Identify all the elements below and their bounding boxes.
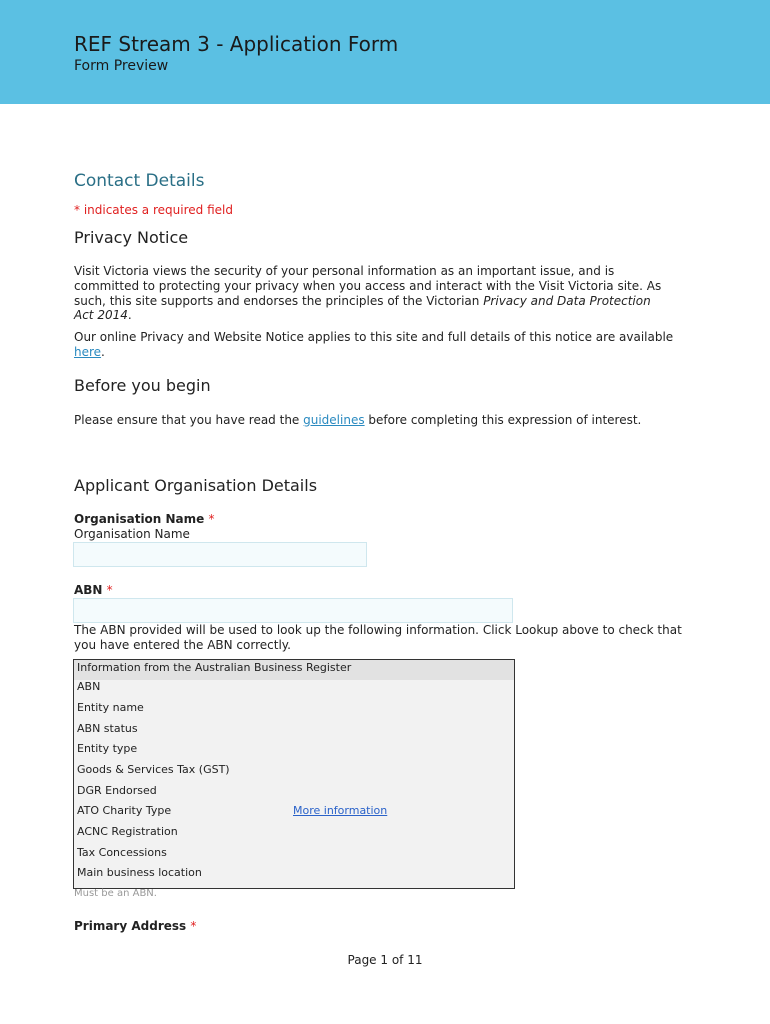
abr-row-acnc: ACNC Registration (77, 825, 178, 838)
act-name: Privacy and Data Protection Act 2014 (74, 293, 651, 323)
abr-row-abn-status: ABN status (77, 722, 138, 735)
before-heading: Before you begin (74, 376, 211, 395)
page-number: Page 1 of 11 (347, 953, 423, 967)
abn-input[interactable] (73, 598, 513, 623)
abr-row-dgr: DGR Endorsed (77, 784, 157, 797)
privacy-here-link[interactable]: here (74, 344, 102, 359)
applicant-heading: Applicant Organisation Details (74, 476, 318, 495)
abr-row-entity-type: Entity type (77, 742, 138, 755)
abn-help-text: The ABN provided will be used to look up the following information. Click Lookup above to check that you have entered the ABN correctly. (74, 623, 682, 652)
organisation-name-label: Organisation Name * (74, 512, 215, 526)
abr-row-entity-name: Entity name (77, 701, 144, 714)
privacy-heading: Privacy Notice (74, 228, 189, 247)
section-title-contact: Contact Details (74, 171, 205, 191)
form-subtitle: Form Preview (74, 58, 169, 74)
organisation-name-sublabel: Organisation Name (74, 527, 190, 541)
required-marker: * (106, 583, 113, 597)
abr-row-business-location: Main business location (77, 866, 202, 879)
organisation-name-input[interactable] (73, 542, 367, 567)
required-marker: * (190, 919, 197, 933)
guidelines-link[interactable]: guidelines (303, 413, 365, 427)
abn-label: ABN * (74, 583, 113, 597)
abr-info-panel (73, 659, 515, 889)
abr-row-tax-concessions: Tax Concessions (77, 846, 167, 859)
required-field-note: * indicates a required field (74, 203, 233, 217)
abr-row-gst: Goods & Services Tax (GST) (77, 763, 230, 776)
more-information-link[interactable]: More information (293, 804, 388, 817)
abr-panel-heading: Information from the Australian Business Register (74, 660, 514, 680)
before-paragraph: Please ensure that you have read the guidelines before completing this expression of interest. (74, 413, 642, 427)
required-marker: * (208, 512, 215, 526)
primary-address-label: Primary Address * (74, 919, 197, 933)
form-title: REF Stream 3 - Application Form (74, 32, 399, 56)
privacy-paragraph-2: Our online Privacy and Website Notice applies to this site and full details of this notice are available here. (74, 330, 674, 359)
abr-row-charity-type: ATO Charity Type (77, 804, 172, 817)
page-header (0, 0, 770, 104)
abr-row-abn: ABN (77, 680, 101, 693)
abn-validation-hint: Must be an ABN. (74, 888, 157, 899)
privacy-paragraph-1: Visit Victoria views the security of your personal information as an important issue, and is committed to protecting your privacy when you access and interact with the Visit Victoria site. As such, this site supports and endorses the principles of the Victorian Privacy and Data Protection Act 2014. (74, 264, 662, 323)
